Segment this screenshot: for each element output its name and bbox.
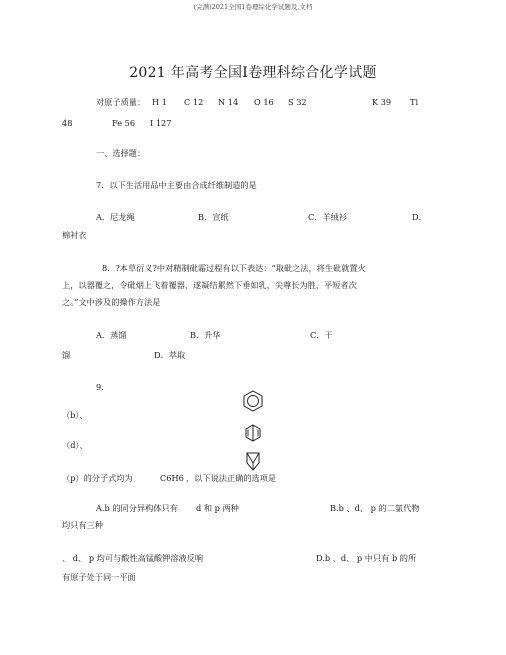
atomic-mass-item: C 12 — [184, 97, 204, 107]
option-d: D.b 、d、 p 中只有 b 的所 — [316, 553, 417, 563]
atomic-mass-item: H 1 — [152, 97, 167, 107]
atomic-mass-item: Fe 56 — [112, 118, 136, 128]
option-a: A.b 的同分异构体只有 — [96, 503, 178, 513]
option-c: C．羊绒衫 — [308, 212, 348, 222]
dewar-benzene-structure — [244, 424, 262, 442]
question-stem-line: 8．?本草衍义?中对精制砒霜过程有以下表达：“取砒之法，将生砒就置火 — [102, 263, 366, 273]
question-stem: 7．以下生活用品中主要由合成纤维制造的是 — [96, 180, 257, 190]
molecular-formula: C6H6 — [160, 473, 184, 483]
atomic-mass-item: O 16 — [254, 97, 274, 107]
compound-p-label: （p）的分子式均为 — [62, 473, 133, 483]
compound-d-label: （d）、 — [62, 440, 88, 450]
benzene-structure — [242, 390, 264, 412]
option-b: B.b 、d、 p 的二氯代物 — [330, 503, 420, 513]
page-title: 2021 年高考全国Ⅰ卷理科综合化学试题 — [129, 65, 377, 81]
question-stem: ，以下说法正确的选项是 — [186, 473, 277, 483]
atomic-mass-item: N 14 — [218, 97, 239, 107]
option-c: 、 d、 p 均可与酸性高锰酸钾溶液反响 — [62, 553, 204, 563]
option-d-continuation: 棉衬衣 — [62, 230, 87, 240]
option-a-continuation: d 和 p 两种 — [196, 503, 239, 513]
atomic-mass-item: I 127 — [150, 118, 172, 128]
option-b: B．宣纸 — [198, 212, 229, 222]
question-number: 9． — [96, 382, 110, 392]
compound-b-label: （b）、 — [62, 410, 88, 420]
option-a: A．尼龙绳 — [96, 212, 135, 222]
option-a: A．蒸馏 — [96, 330, 127, 340]
atomic-mass-label: 对原子质量： — [96, 97, 146, 107]
question-stem-line: 上，以器覆之，令砒烟上飞着覆器，遂凝结累然下垂如乳，尖尊长为胜，平短者次 — [62, 280, 357, 290]
option-c-continuation: 馏 — [62, 350, 71, 360]
option-b: B．升华 — [190, 330, 221, 340]
option-b-continuation: 均只有三种 — [62, 520, 103, 530]
section-heading: 一、选择题： — [96, 148, 146, 158]
page-header: (完满)2021全国1卷理综化学试题及,文档 — [193, 3, 313, 11]
question-stem-line: 之。”文中涉及的操作方法是 — [62, 297, 161, 307]
atomic-mass-item: K 39 — [372, 97, 392, 107]
option-c: C．干 — [310, 330, 333, 340]
atomic-mass-item: 48 — [62, 118, 73, 128]
option-d: D．萃取 — [154, 350, 186, 360]
option-d: D． — [412, 212, 427, 222]
atomic-mass-item: Ti — [410, 97, 419, 107]
prismane-structure — [246, 451, 260, 471]
atomic-mass-item: S 32 — [288, 97, 307, 107]
option-d-continuation: 有原子处于同一平面 — [62, 572, 136, 582]
